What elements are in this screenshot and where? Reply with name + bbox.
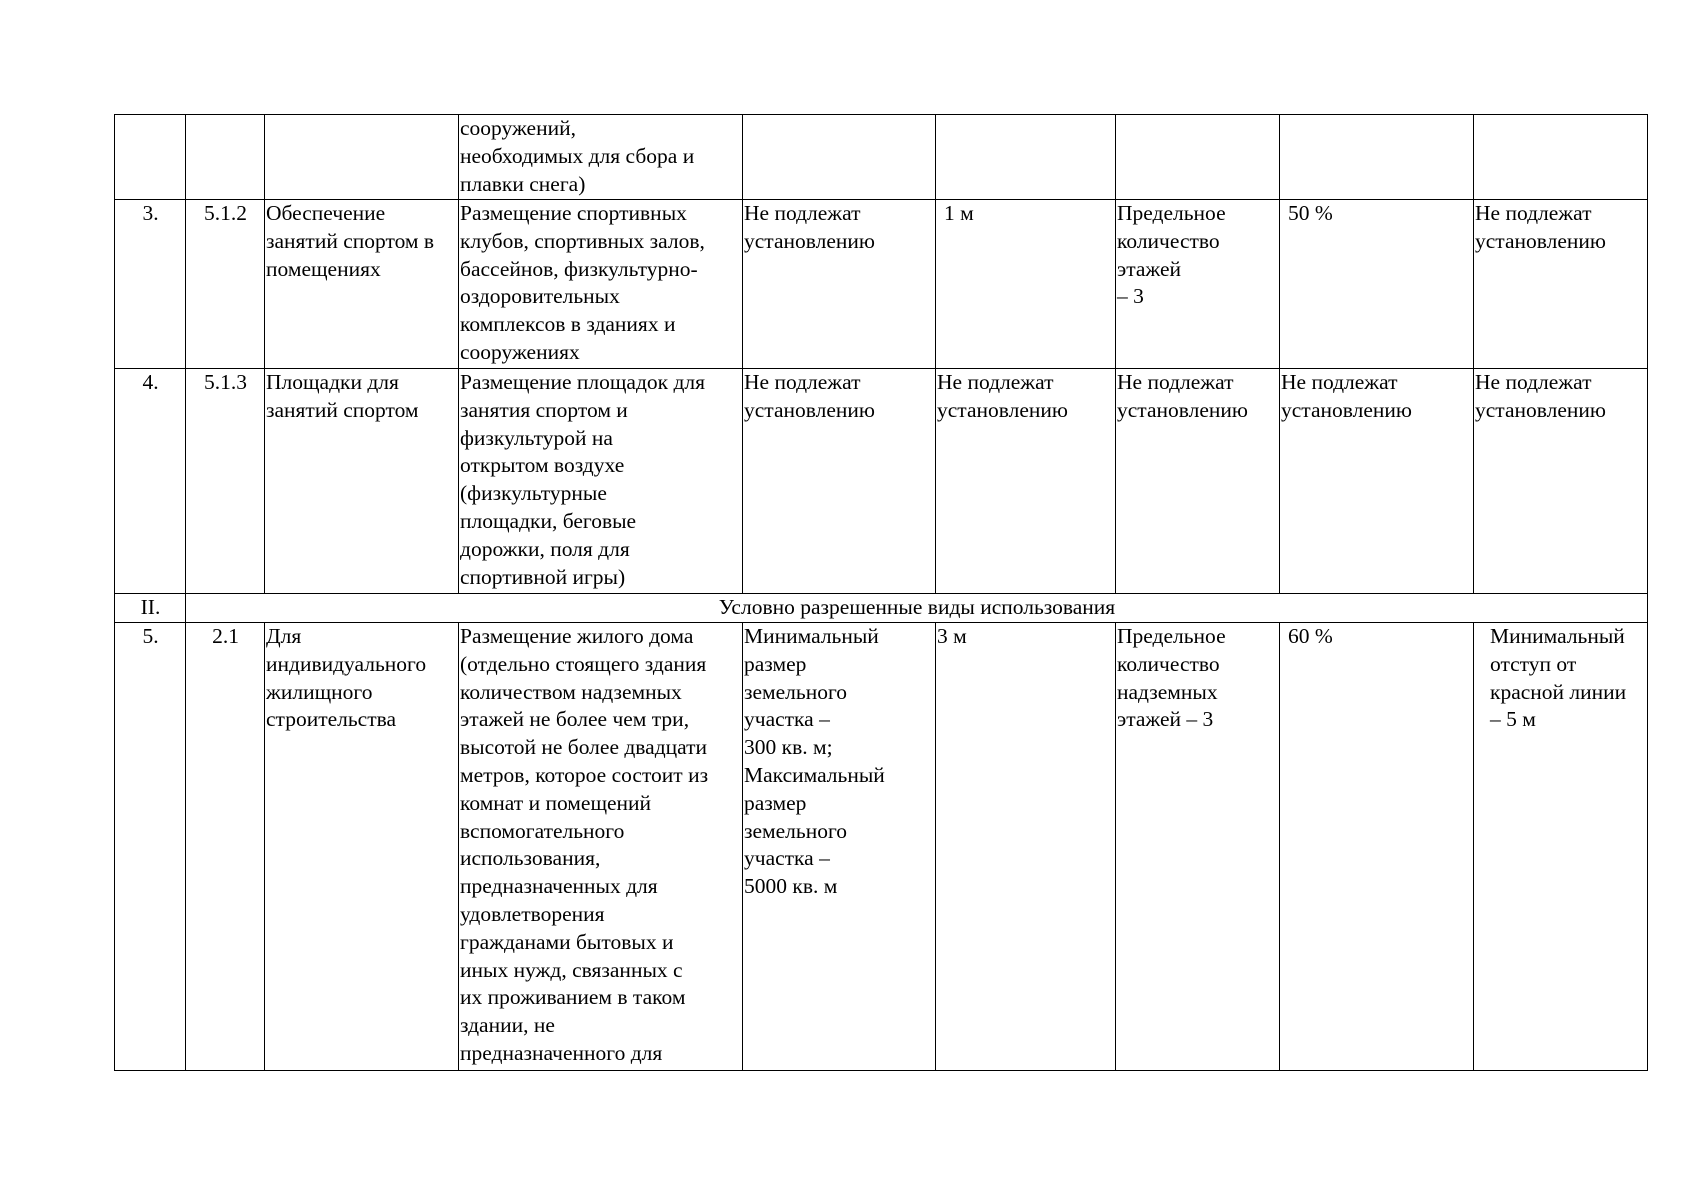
floors-cell <box>1116 115 1280 200</box>
cell-line: комплексов в зданиях и <box>460 312 676 337</box>
cell-line: (физкультурные <box>460 481 607 506</box>
cell-line: установлению <box>1281 397 1412 422</box>
cell-line: Размещение жилого дома <box>460 624 694 648</box>
cell-line: Не подлежат <box>1281 370 1398 394</box>
setback-cell <box>936 115 1116 200</box>
cell-line: Предельное <box>1117 624 1226 648</box>
use-code-cell: 5.1.3 <box>186 369 265 594</box>
cell-line: Не подлежат <box>744 370 861 394</box>
cell-line: количество <box>1117 651 1220 676</box>
row-number-cell <box>115 115 186 200</box>
coverage-cell <box>1280 623 1474 1071</box>
table-row <box>115 200 1648 369</box>
row-number-cell: 5. <box>115 623 186 1071</box>
cell-line: гражданами бытовых и <box>460 929 674 954</box>
cell-line: дорожки, поля для <box>460 536 630 561</box>
cell-line: Не подлежат <box>1117 370 1234 394</box>
plot-size-cell <box>743 115 936 200</box>
cell-line: предназначенных для <box>460 874 658 899</box>
cell-line: открытом воздухе <box>460 453 625 478</box>
cell-line: сооружений, <box>460 116 576 140</box>
cell-line: строительства <box>266 707 397 732</box>
cell-line: сооружениях <box>460 339 580 364</box>
cell-line: Не подлежат <box>937 370 1054 394</box>
row-number-cell: 4. <box>115 369 186 594</box>
cell-line: площадки, беговые <box>460 508 637 533</box>
plot-size-cell <box>743 200 936 369</box>
use-description-cell <box>459 623 743 1071</box>
coverage-cell <box>1280 115 1474 200</box>
cell-line: метров, которое состоит из <box>460 762 709 787</box>
coverage-cell <box>1280 369 1474 594</box>
cell-line: оздоровительных <box>460 284 620 309</box>
cell-line: Площадки для <box>266 370 399 394</box>
use-code-cell: 2.1 <box>186 623 265 1071</box>
cell-line: – 5 м <box>1490 707 1536 732</box>
floors-cell <box>1116 369 1280 594</box>
use-name-cell <box>265 115 459 200</box>
cell-line: количество <box>1117 228 1220 253</box>
cell-line: спортивной игры) <box>460 564 626 589</box>
cell-line: установлению <box>1475 228 1606 253</box>
use-description-cell <box>459 369 743 594</box>
cell-line: установлению <box>744 228 875 253</box>
cell-line: Размещение спортивных <box>460 201 687 225</box>
cell-line: удовлетворения <box>460 901 605 926</box>
cell-line: предназначенного для <box>460 1040 663 1065</box>
cell-line: 3 м <box>937 624 967 648</box>
floors-cell <box>1116 200 1280 369</box>
cell-line: иных нужд, связанных с <box>460 957 683 982</box>
use-name-cell <box>265 369 459 594</box>
use-name-cell <box>265 200 459 369</box>
section-title: Условно разрешенные виды использования <box>186 594 1648 623</box>
floors-cell <box>1116 623 1280 1071</box>
cell-line: этажей не более чем три, <box>460 707 690 732</box>
cell-line: – 3 <box>1117 284 1144 309</box>
cell-line: Размещение площадок для <box>460 370 706 394</box>
cell-line: занятий спортом в <box>266 228 435 253</box>
other-params-cell <box>1474 369 1648 594</box>
cell-line: 1 м <box>944 201 974 225</box>
land-use-regulations-table <box>114 114 1648 1071</box>
section-number-cell: II. <box>115 594 186 623</box>
cell-line: установлению <box>1117 397 1248 422</box>
cell-line: 5000 кв. м <box>744 874 838 899</box>
cell-line: этажей <box>1117 256 1182 281</box>
section-header-row <box>115 594 1648 623</box>
cell-line: занятия спортом и <box>460 397 628 422</box>
setback-cell <box>936 623 1116 1071</box>
cell-line: необходимых для сбора и <box>460 143 695 168</box>
cell-line: (отдельно стоящего здания <box>460 651 707 676</box>
use-code-cell <box>186 115 265 200</box>
cell-line: использования, <box>460 846 601 871</box>
plot-size-cell <box>743 369 936 594</box>
table-row <box>115 623 1648 1071</box>
cell-line: установлению <box>744 397 875 422</box>
cell-line: Для <box>266 624 302 648</box>
cell-line: Минимальный <box>1490 624 1625 648</box>
cell-line: Не подлежат <box>1475 201 1592 225</box>
cell-line: участка – <box>744 846 830 871</box>
cell-line: размер <box>744 651 807 676</box>
cell-line: бассейнов, физкультурно- <box>460 256 698 281</box>
cell-line: Обеспечение <box>266 201 386 225</box>
cell-line: земельного <box>744 679 848 704</box>
row-number-cell: 3. <box>115 200 186 369</box>
use-code-cell: 5.1.2 <box>186 200 265 369</box>
cell-line: Не подлежат <box>1475 370 1592 394</box>
setback-cell <box>936 369 1116 594</box>
cell-line: плавки снега) <box>460 171 586 196</box>
cell-line: жилищного <box>266 679 373 704</box>
cell-line: отступ от <box>1490 651 1577 676</box>
cell-line: занятий спортом <box>266 397 419 422</box>
table-row <box>115 115 1648 200</box>
cell-line: клубов, спортивных залов, <box>460 228 705 253</box>
cell-line: их проживанием в таком <box>460 985 686 1010</box>
cell-line: земельного <box>744 818 848 843</box>
cell-line: здании, не <box>460 1013 555 1038</box>
table-row <box>115 369 1648 594</box>
cell-line: вспомогательного <box>460 818 625 843</box>
other-params-cell <box>1474 623 1648 1071</box>
use-name-cell <box>265 623 459 1071</box>
cell-line: высотой не более двадцати <box>460 735 708 760</box>
cell-line: физкультурой на <box>460 425 613 450</box>
cell-line: красной линии <box>1490 679 1627 704</box>
cell-line: 300 кв. м; <box>744 735 833 760</box>
cell-line: комнат и помещений <box>460 790 652 815</box>
cell-line: индивидуального <box>266 651 427 676</box>
other-params-cell <box>1474 115 1648 200</box>
cell-line: помещениях <box>266 256 381 281</box>
cell-line: установлению <box>1475 397 1606 422</box>
cell-line: 60 % <box>1288 624 1333 648</box>
cell-line: установлению <box>937 397 1068 422</box>
cell-line: Предельное <box>1117 201 1226 225</box>
other-params-cell <box>1474 200 1648 369</box>
cell-line: Максимальный <box>744 762 885 787</box>
cell-line: участка – <box>744 707 830 732</box>
use-description-cell <box>459 115 743 200</box>
cell-line: количеством надземных <box>460 679 682 704</box>
cell-line: размер <box>744 790 807 815</box>
cell-line: надземных <box>1117 679 1218 704</box>
setback-cell <box>936 200 1116 369</box>
cell-line: этажей – 3 <box>1117 707 1214 732</box>
cell-line: Не подлежат <box>744 201 861 225</box>
use-description-cell <box>459 200 743 369</box>
cell-line: 50 % <box>1288 201 1333 225</box>
cell-line: Минимальный <box>744 624 879 648</box>
plot-size-cell <box>743 623 936 1071</box>
coverage-cell <box>1280 200 1474 369</box>
